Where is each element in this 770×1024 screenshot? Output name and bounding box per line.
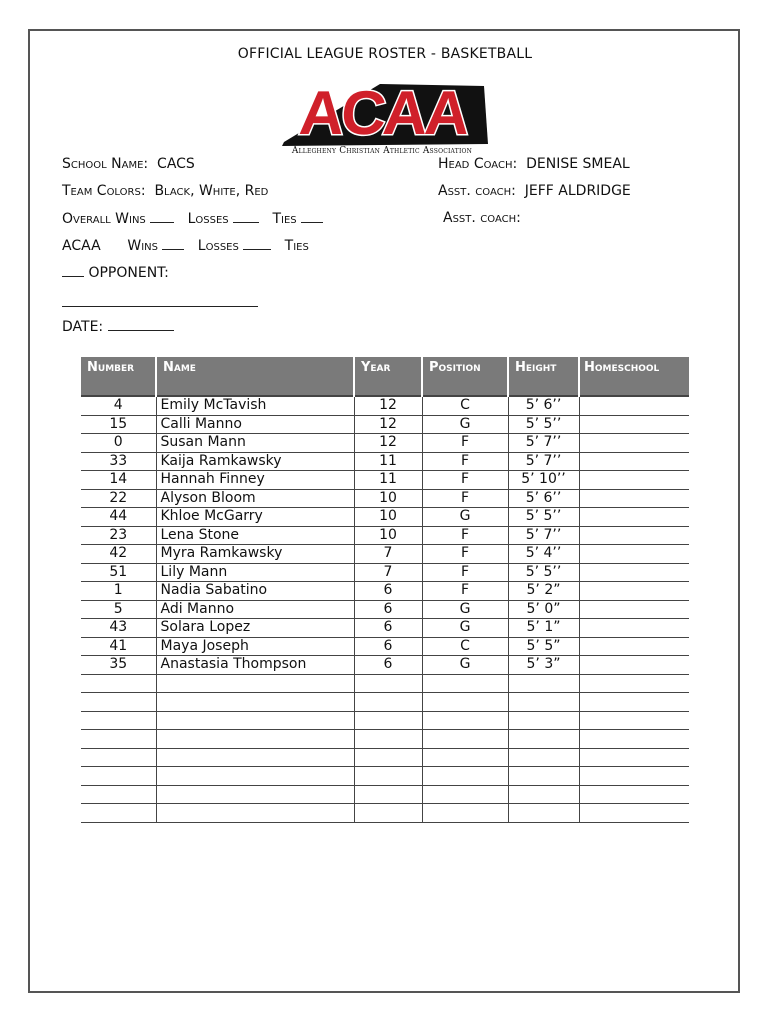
cell-number (81, 730, 156, 749)
cell-year: 10 (354, 526, 422, 545)
acaa-label: ACAA (62, 238, 101, 254)
table-row (81, 785, 689, 804)
cell-name: Hannah Finney (156, 471, 354, 490)
cell-year (354, 711, 422, 730)
cell-position: F (422, 434, 508, 453)
cell-position (422, 711, 508, 730)
cell-homeschool (579, 582, 689, 601)
cell-name (156, 711, 354, 730)
column-header-homeschool: Homeschool (579, 357, 689, 396)
cell-height: 5’ 3” (508, 656, 579, 675)
cell-number: 33 (81, 452, 156, 471)
cell-year: 12 (354, 415, 422, 434)
cell-year: 6 (354, 656, 422, 675)
table-row (81, 656, 689, 675)
cell-position (422, 767, 508, 786)
column-header-year: Year (354, 357, 422, 396)
cell-homeschool (579, 545, 689, 564)
cell-height (508, 804, 579, 823)
cell-name: Nadia Sabatino (156, 582, 354, 601)
cell-number: 42 (81, 545, 156, 564)
cell-height (508, 785, 579, 804)
page-title: OFFICIAL LEAGUE ROSTER - BASKETBALL (237, 46, 533, 62)
cell-number: 14 (81, 471, 156, 490)
acaa-losses-blank[interactable] (243, 237, 271, 250)
cell-height: 5’ 2” (508, 582, 579, 601)
column-header-height: Height (508, 357, 579, 396)
table-row (81, 508, 689, 527)
cell-height: 5’ 5’’ (508, 563, 579, 582)
cell-year: 6 (354, 637, 422, 656)
cell-position: C (422, 637, 508, 656)
cell-height (508, 674, 579, 693)
table-row (81, 693, 689, 712)
cell-homeschool (579, 674, 689, 693)
cell-year: 7 (354, 563, 422, 582)
cell-number (81, 785, 156, 804)
cell-name: Alyson Bloom (156, 489, 354, 508)
cell-year: 11 (354, 471, 422, 490)
cell-position: G (422, 508, 508, 527)
cell-year (354, 785, 422, 804)
asst-coach-label-2: Asst. coach: (443, 210, 521, 226)
acaa-losses-label: Losses (197, 238, 239, 254)
cell-homeschool (579, 730, 689, 749)
opponent-prefix-blank[interactable] (62, 264, 84, 277)
column-header-number: Number (81, 357, 156, 396)
cell-number: 4 (81, 396, 156, 415)
cell-year: 7 (354, 545, 422, 564)
cell-name: Myra Ramkawsky (156, 545, 354, 564)
cell-position: F (422, 545, 508, 564)
cell-number: 35 (81, 656, 156, 675)
cell-position (422, 730, 508, 749)
cell-height: 5’ 5’’ (508, 415, 579, 434)
cell-name: Solara Lopez (156, 619, 354, 638)
opponent-label: OPPONENT: (88, 265, 169, 281)
team-colors-value: Black, White, Red (154, 183, 269, 199)
overall-losses-blank[interactable] (233, 210, 259, 223)
cell-height: 5’ 7’’ (508, 526, 579, 545)
cell-height: 5’ 5” (508, 637, 579, 656)
cell-position: F (422, 582, 508, 601)
school-name-field (62, 156, 195, 172)
school-name-value: CACS (157, 156, 195, 172)
cell-name (156, 804, 354, 823)
table-row (81, 637, 689, 656)
cell-homeschool (579, 396, 689, 415)
table-row (81, 471, 689, 490)
cell-height (508, 767, 579, 786)
cell-year: 6 (354, 619, 422, 638)
cell-homeschool (579, 508, 689, 527)
table-row (81, 804, 689, 823)
cell-number (81, 804, 156, 823)
cell-number: 5 (81, 600, 156, 619)
date-label: DATE: (62, 319, 104, 335)
cell-name: Emily McTavish (156, 396, 354, 415)
head-coach-value: DENISE SMEAL (526, 156, 630, 172)
head-coach-field (438, 156, 630, 172)
cell-homeschool (579, 748, 689, 767)
cell-year (354, 674, 422, 693)
cell-position: F (422, 526, 508, 545)
table-row (81, 452, 689, 471)
cell-name: Adi Manno (156, 600, 354, 619)
column-header-name: Name (156, 357, 354, 396)
cell-homeschool (579, 434, 689, 453)
table-row (81, 415, 689, 434)
acaa-ties-label: Ties (284, 238, 309, 254)
cell-height: 5’ 6’’ (508, 489, 579, 508)
cell-name (156, 767, 354, 786)
cell-height: 5’ 7’’ (508, 452, 579, 471)
cell-height: 5’ 0” (508, 600, 579, 619)
table-row (81, 600, 689, 619)
column-header-position: Position (422, 357, 508, 396)
table-row (81, 396, 689, 415)
cell-position (422, 748, 508, 767)
cell-name: Anastasia Thompson (156, 656, 354, 675)
table-row (81, 545, 689, 564)
cell-homeschool (579, 785, 689, 804)
date-blank[interactable] (108, 318, 174, 331)
cell-position: G (422, 656, 508, 675)
asst-coach-field-2 (443, 210, 521, 226)
cell-height: 5’ 4’’ (508, 545, 579, 564)
cell-position: G (422, 619, 508, 638)
cell-height: 5’ 1” (508, 619, 579, 638)
cell-homeschool (579, 452, 689, 471)
cell-homeschool (579, 600, 689, 619)
table-row (81, 767, 689, 786)
cell-position: C (422, 396, 508, 415)
cell-height: 5’ 7’’ (508, 434, 579, 453)
cell-year: 6 (354, 600, 422, 619)
cell-name: Lena Stone (156, 526, 354, 545)
cell-height (508, 730, 579, 749)
cell-height: 5’ 10’’ (508, 471, 579, 490)
cell-position (422, 804, 508, 823)
cell-homeschool (579, 804, 689, 823)
cell-year: 10 (354, 508, 422, 527)
cell-year (354, 804, 422, 823)
cell-number (81, 674, 156, 693)
cell-homeschool (579, 619, 689, 638)
cell-position: G (422, 415, 508, 434)
cell-height (508, 711, 579, 730)
cell-year: 10 (354, 489, 422, 508)
cell-position: F (422, 471, 508, 490)
overall-record-field (62, 210, 323, 227)
overall-wins-label: Overall Wins (62, 211, 146, 227)
cell-number: 51 (81, 563, 156, 582)
cell-number: 22 (81, 489, 156, 508)
cell-height (508, 748, 579, 767)
cell-homeschool (579, 711, 689, 730)
logo-subtitle: Allegheny Christian Athletic Association (291, 146, 473, 156)
cell-year: 12 (354, 434, 422, 453)
acaa-record-field (62, 237, 309, 254)
roster-table (81, 357, 689, 823)
cell-homeschool (579, 471, 689, 490)
logo-text: ACAA (297, 79, 470, 148)
cell-year (354, 767, 422, 786)
cell-name (156, 785, 354, 804)
cell-year: 11 (354, 452, 422, 471)
cell-name: Maya Joseph (156, 637, 354, 656)
cell-height: 5’ 6’’ (508, 396, 579, 415)
cell-number (81, 748, 156, 767)
school-name-label: School Name: (62, 156, 149, 172)
cell-year (354, 693, 422, 712)
table-row (81, 711, 689, 730)
cell-height (508, 693, 579, 712)
acaa-wins-blank[interactable] (162, 237, 184, 250)
cell-number: 44 (81, 508, 156, 527)
cell-homeschool (579, 415, 689, 434)
cell-name: Kaija Ramkawsky (156, 452, 354, 471)
cell-position: G (422, 600, 508, 619)
cell-height: 5’ 5’’ (508, 508, 579, 527)
cell-name (156, 748, 354, 767)
acaa-wins-label: Wins (127, 238, 158, 254)
overall-ties-label: Ties (272, 211, 297, 227)
asst-coach-field-1 (438, 183, 631, 199)
cell-homeschool (579, 637, 689, 656)
overall-wins-blank[interactable] (150, 210, 174, 223)
table-row (81, 582, 689, 601)
head-coach-label: Head Coach: (438, 156, 518, 172)
date-field (62, 318, 174, 335)
cell-homeschool (579, 656, 689, 675)
table-row (81, 563, 689, 582)
table-row (81, 748, 689, 767)
table-row (81, 730, 689, 749)
cell-position: F (422, 489, 508, 508)
table-row (81, 489, 689, 508)
cell-number: 1 (81, 582, 156, 601)
roster-body (81, 396, 689, 822)
table-row (81, 674, 689, 693)
cell-homeschool (579, 526, 689, 545)
cell-number: 0 (81, 434, 156, 453)
cell-year: 12 (354, 396, 422, 415)
table-row (81, 434, 689, 453)
team-colors-label: Team Colors: (62, 183, 146, 199)
cell-name: Khloe McGarry (156, 508, 354, 527)
asst-coach-label-1: Asst. coach: (438, 183, 516, 199)
cell-position (422, 785, 508, 804)
cell-number: 41 (81, 637, 156, 656)
cell-homeschool (579, 489, 689, 508)
cell-number: 23 (81, 526, 156, 545)
opponent-line[interactable] (62, 306, 258, 307)
cell-position: F (422, 452, 508, 471)
cell-year (354, 748, 422, 767)
cell-position (422, 674, 508, 693)
cell-name (156, 730, 354, 749)
cell-name: Susan Mann (156, 434, 354, 453)
cell-number: 43 (81, 619, 156, 638)
cell-homeschool (579, 563, 689, 582)
cell-number (81, 767, 156, 786)
cell-name: Lily Mann (156, 563, 354, 582)
asst-coach-value-1: JEFF ALDRIDGE (524, 183, 631, 199)
overall-losses-label: Losses (187, 211, 229, 227)
team-colors-field (62, 183, 268, 199)
cell-name (156, 674, 354, 693)
cell-year (354, 730, 422, 749)
table-row (81, 619, 689, 638)
overall-ties-blank[interactable] (301, 210, 323, 223)
cell-number: 15 (81, 415, 156, 434)
cell-homeschool (579, 693, 689, 712)
cell-position (422, 693, 508, 712)
cell-position: F (422, 563, 508, 582)
table-row (81, 526, 689, 545)
cell-homeschool (579, 767, 689, 786)
cell-number (81, 693, 156, 712)
cell-year: 6 (354, 582, 422, 601)
opponent-field (62, 264, 169, 281)
cell-name: Calli Manno (156, 415, 354, 434)
roster-header-row (81, 357, 689, 396)
cell-name (156, 693, 354, 712)
cell-number (81, 711, 156, 730)
